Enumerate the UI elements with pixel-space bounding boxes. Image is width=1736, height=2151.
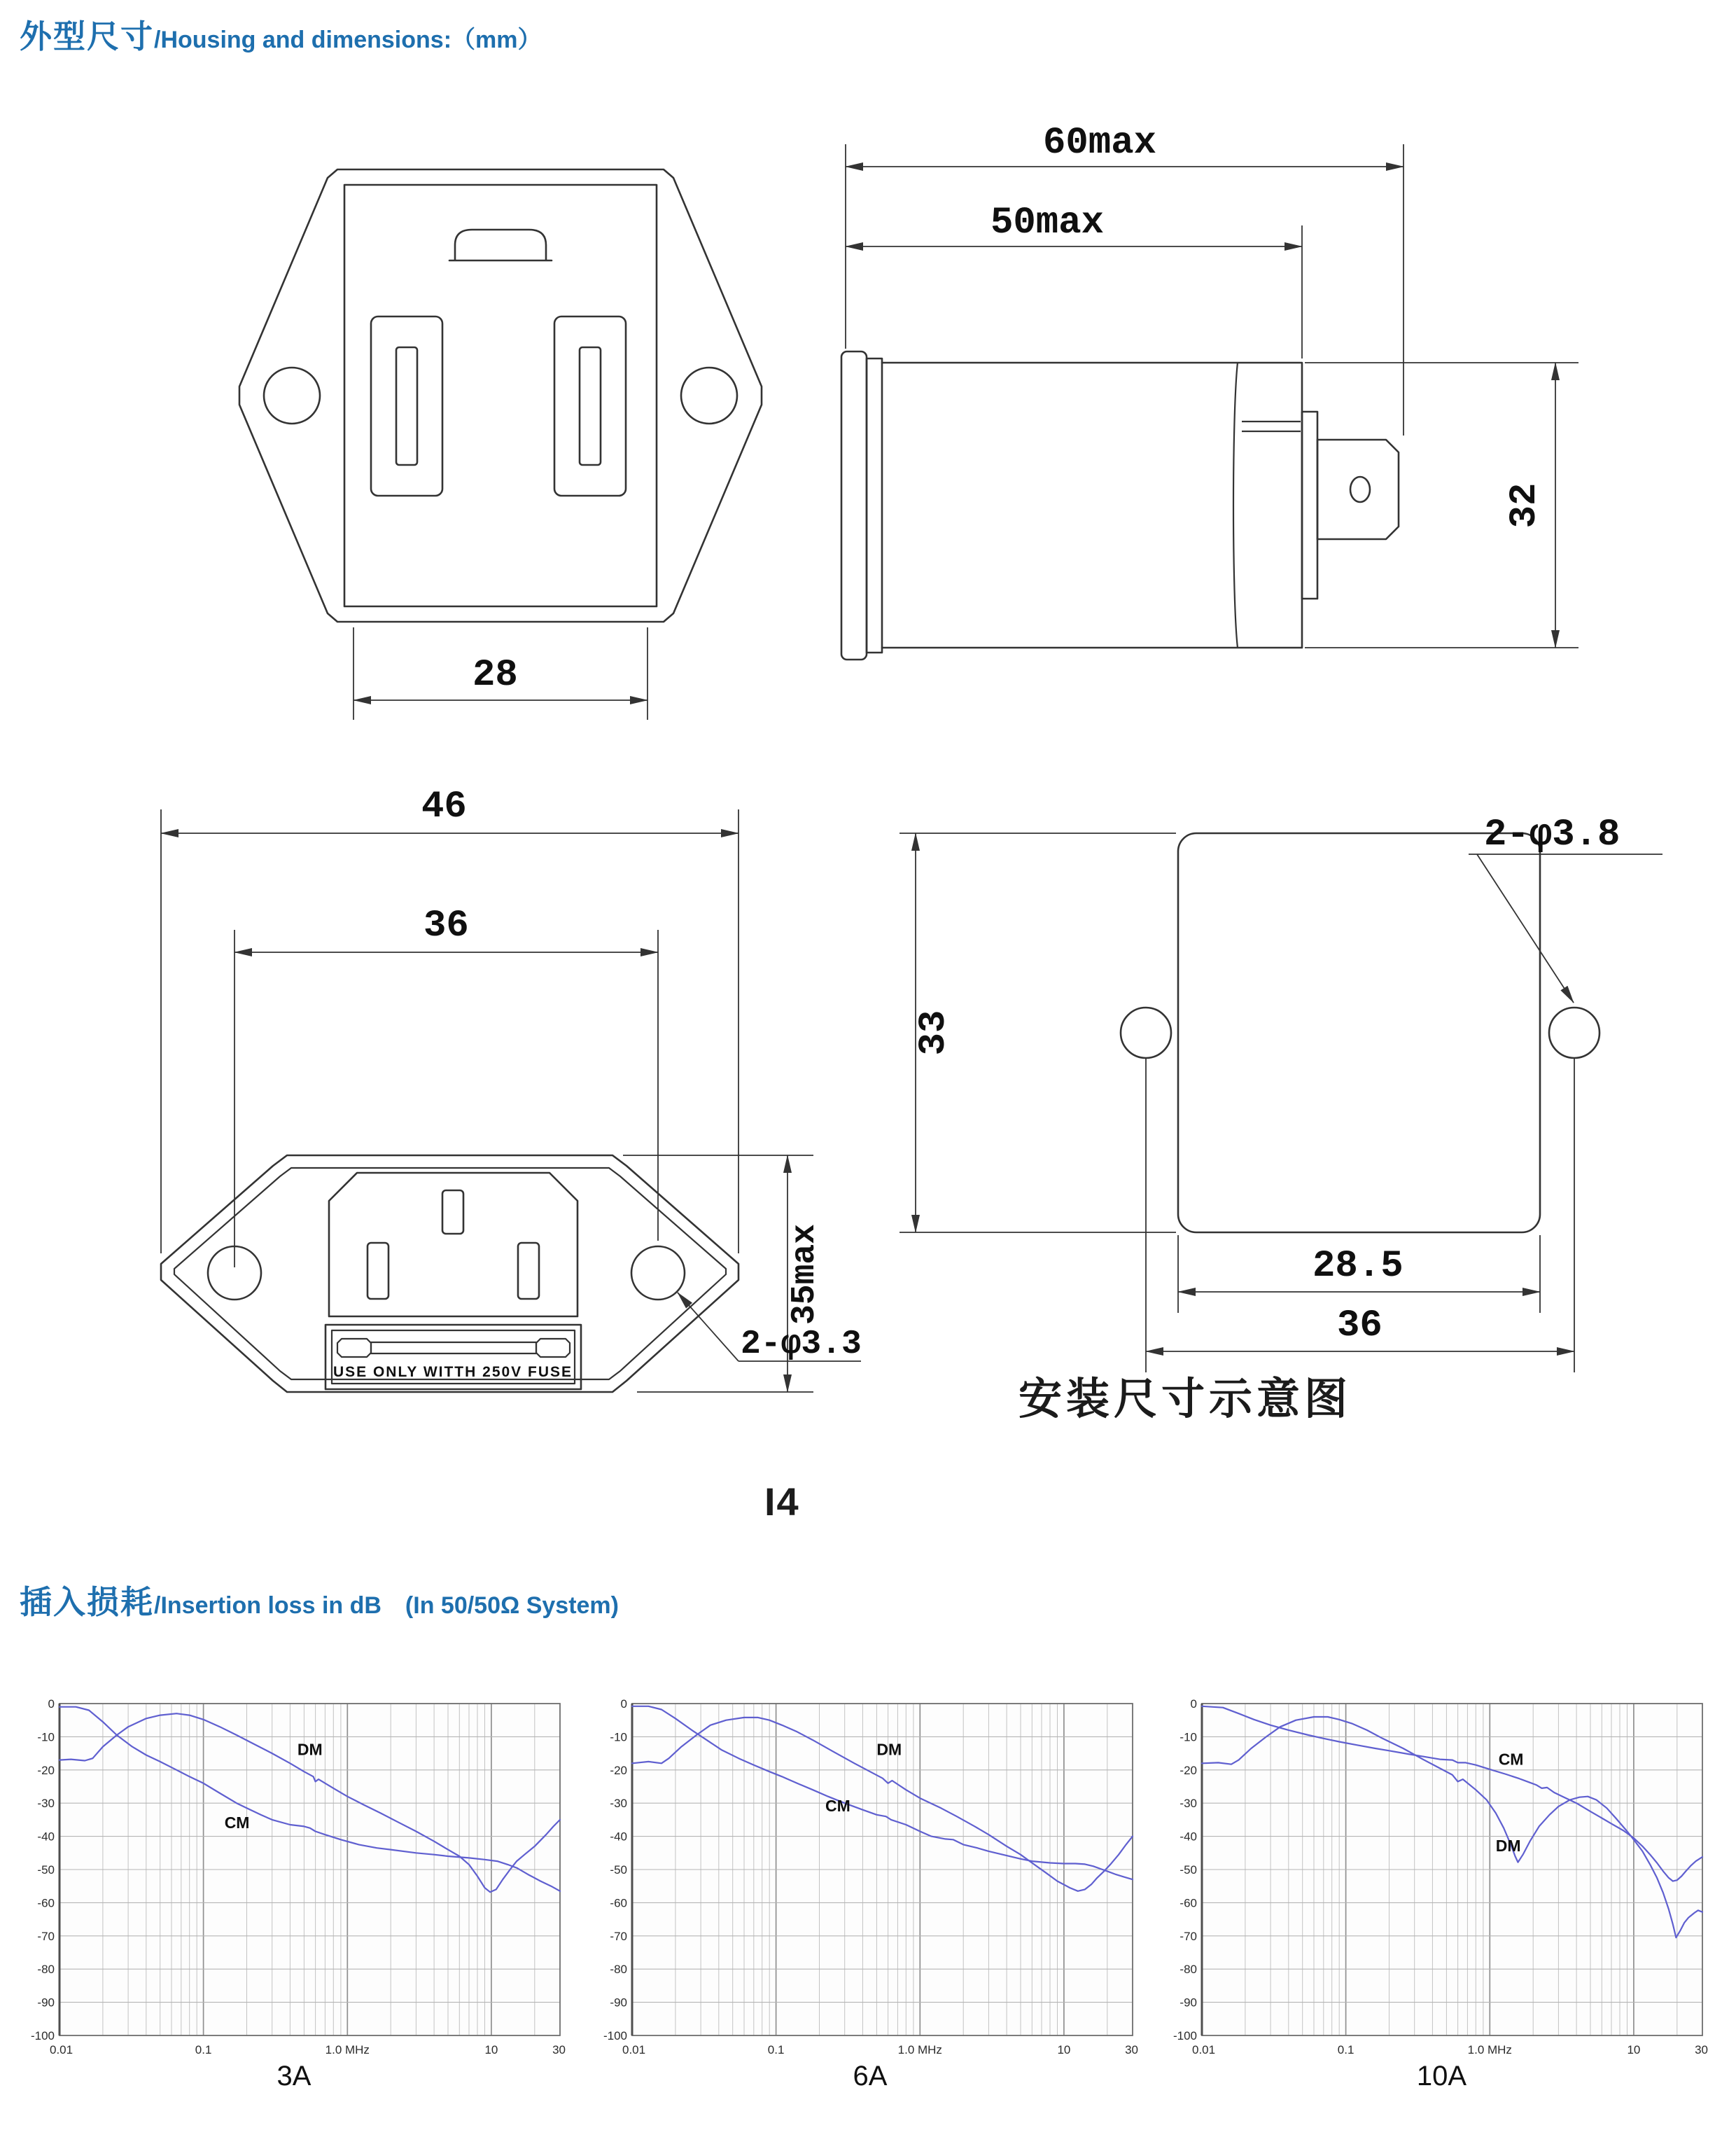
- y-tick-label: -20: [1180, 1763, 1197, 1777]
- mounting-caption: 安装尺寸示意图: [1018, 1375, 1352, 1423]
- x-tick-label: 0.1: [1337, 2043, 1354, 2056]
- earth-pin-slot: [442, 1190, 463, 1234]
- drawing-side-view: [812, 112, 1638, 693]
- mounting-hole-right: [681, 368, 737, 424]
- y-tick-label: -10: [610, 1730, 627, 1744]
- iec-socket-recess: [329, 1173, 578, 1316]
- flange-lip: [841, 351, 867, 660]
- insertion-loss-section-title: [20, 1577, 619, 1623]
- neutral-pin-slot: [518, 1243, 539, 1299]
- mounting-hole-right: [1549, 1008, 1600, 1058]
- fuse-cap-left: [337, 1339, 371, 1357]
- x-tick-label: 30: [552, 2043, 566, 2056]
- mounting-hole-right: [631, 1246, 685, 1300]
- fuse-warning-text: USE ONLY WITTH 250V FUSE: [332, 1364, 573, 1380]
- x-tick-label: 0.1: [767, 2043, 785, 2056]
- curve-label-dm: DM: [1495, 1836, 1521, 1855]
- mounting-hole-left: [1121, 1008, 1171, 1058]
- dim-text-hole-dia: 2-φ3.3: [741, 1325, 862, 1363]
- x-tick-label: 1.0 MHz: [325, 2043, 370, 2056]
- insertion-title-zh: 插入损耗: [20, 1584, 154, 1620]
- filter-body: [882, 363, 1302, 648]
- dim-text-60max: 60max: [1043, 122, 1157, 165]
- housing-section-title: [20, 11, 541, 57]
- insertion-loss-chart-6a: [601, 1698, 1143, 2076]
- dim-text-hole-dia: 2-φ3.8: [1484, 814, 1620, 856]
- y-tick-label: -40: [37, 1830, 55, 1844]
- y-tick-label: -70: [610, 1929, 627, 1943]
- insertion-loss-chart-3a: [28, 1698, 570, 2076]
- drawing-front-view: [231, 140, 770, 742]
- y-tick-label: -90: [37, 1996, 55, 2010]
- flange-inner-outline: [174, 1168, 726, 1379]
- terminal-support: [1302, 412, 1317, 599]
- y-tick-label: -90: [610, 1996, 627, 2010]
- dim-text-36: 36: [424, 905, 469, 947]
- y-tick-label: -40: [610, 1830, 627, 1844]
- y-tick-label: -50: [37, 1863, 55, 1877]
- y-tick-label: -80: [37, 1963, 55, 1977]
- y-tick-label: -50: [1180, 1863, 1197, 1877]
- faston-tab: [1317, 440, 1399, 539]
- y-tick-label: -100: [603, 2029, 627, 2042]
- y-tick-label: -50: [610, 1863, 627, 1877]
- panel-face: [344, 185, 657, 606]
- dim-text-32: 32: [1504, 482, 1546, 529]
- dim-text-33: 33: [913, 1010, 955, 1056]
- chart-caption-3a: 3A: [276, 2061, 312, 2091]
- y-tick-label: -30: [1180, 1797, 1197, 1811]
- curve-label-cm: CM: [825, 1797, 850, 1816]
- y-tick-label: -100: [30, 2029, 55, 2042]
- y-tick-label: -30: [610, 1797, 627, 1811]
- drawing-mounting-view: [882, 756, 1680, 1386]
- y-tick-label: -70: [37, 1929, 55, 1943]
- dim-text-36: 36: [1337, 1304, 1382, 1347]
- mounting-hole-left: [264, 368, 320, 424]
- x-tick-label: 30: [1695, 2043, 1708, 2056]
- prong-slot-right-inner: [580, 347, 601, 465]
- flange-step: [867, 358, 882, 653]
- y-tick-label: -90: [1180, 1996, 1197, 2010]
- x-tick-label: 10: [1627, 2043, 1641, 2056]
- y-tick-label: -100: [1172, 2029, 1197, 2042]
- dim-text-50max: 50max: [990, 202, 1105, 244]
- model-label: I4: [764, 1480, 800, 1524]
- insertion-title-en: /Insertion loss in dB (In 50/50Ω System): [154, 1592, 619, 1619]
- x-tick-label: 0.1: [195, 2043, 212, 2056]
- tab-hole: [1350, 477, 1370, 502]
- fuse-cap-right: [536, 1339, 570, 1357]
- flange-outline: [239, 169, 762, 622]
- curve-label-dm: DM: [297, 1740, 323, 1759]
- x-tick-label: 1.0 MHz: [897, 2043, 942, 2056]
- y-tick-label: -60: [1180, 1896, 1197, 1910]
- y-tick-label: 0: [620, 1698, 627, 1711]
- x-tick-label: 0.01: [1192, 2043, 1216, 2056]
- drawing-socket-view: [84, 742, 868, 1414]
- y-tick-label: -20: [37, 1763, 55, 1777]
- body-cap-line: [1233, 363, 1238, 648]
- cutout-rect: [1178, 833, 1540, 1232]
- y-tick-label: -30: [37, 1797, 55, 1811]
- line-pin-slot: [368, 1243, 388, 1299]
- y-tick-label: -80: [1180, 1963, 1197, 1977]
- prong-slot-right: [554, 316, 626, 496]
- y-tick-label: 0: [48, 1698, 55, 1711]
- y-tick-label: -10: [1180, 1730, 1197, 1744]
- x-tick-label: 0.01: [50, 2043, 74, 2056]
- chart-caption-6a: 6A: [853, 2061, 888, 2091]
- x-tick-label: 1.0 MHz: [1467, 2043, 1512, 2056]
- curve-label-cm: CM: [224, 1813, 250, 1832]
- y-tick-label: -80: [610, 1963, 627, 1977]
- housing-title-en: /Housing and dimensions:（mm）: [154, 27, 542, 53]
- leader-line: [1477, 854, 1574, 1003]
- dim-text-46: 46: [421, 786, 467, 828]
- y-tick-label: 0: [1190, 1698, 1197, 1711]
- x-tick-label: 30: [1125, 2043, 1138, 2056]
- prong-slot-left-inner: [396, 347, 417, 465]
- x-tick-label: 10: [484, 2043, 498, 2056]
- curve-label-dm: DM: [876, 1740, 902, 1759]
- y-tick-label: -10: [37, 1730, 55, 1744]
- x-tick-label: 10: [1057, 2043, 1071, 2056]
- y-tick-label: -70: [1180, 1929, 1197, 1943]
- y-tick-label: -20: [610, 1763, 627, 1777]
- curve-label-cm: CM: [1498, 1750, 1524, 1769]
- ground-slot: [449, 230, 552, 260]
- y-tick-label: -60: [610, 1896, 627, 1910]
- fuse-body: [371, 1342, 536, 1353]
- y-tick-label: -60: [37, 1896, 55, 1910]
- prong-slot-left: [371, 316, 442, 496]
- dim-text-28: 28: [472, 654, 518, 697]
- x-tick-label: 0.01: [622, 2043, 646, 2056]
- housing-title-zh: 外型尺寸: [20, 18, 154, 55]
- y-tick-label: -40: [1180, 1830, 1197, 1844]
- dim-text-35max: 35max: [786, 1223, 824, 1325]
- chart-caption-10a: 10A: [1416, 2061, 1467, 2091]
- dim-text-28-5: 28.5: [1312, 1245, 1404, 1288]
- insertion-loss-chart-10a: [1170, 1698, 1713, 2076]
